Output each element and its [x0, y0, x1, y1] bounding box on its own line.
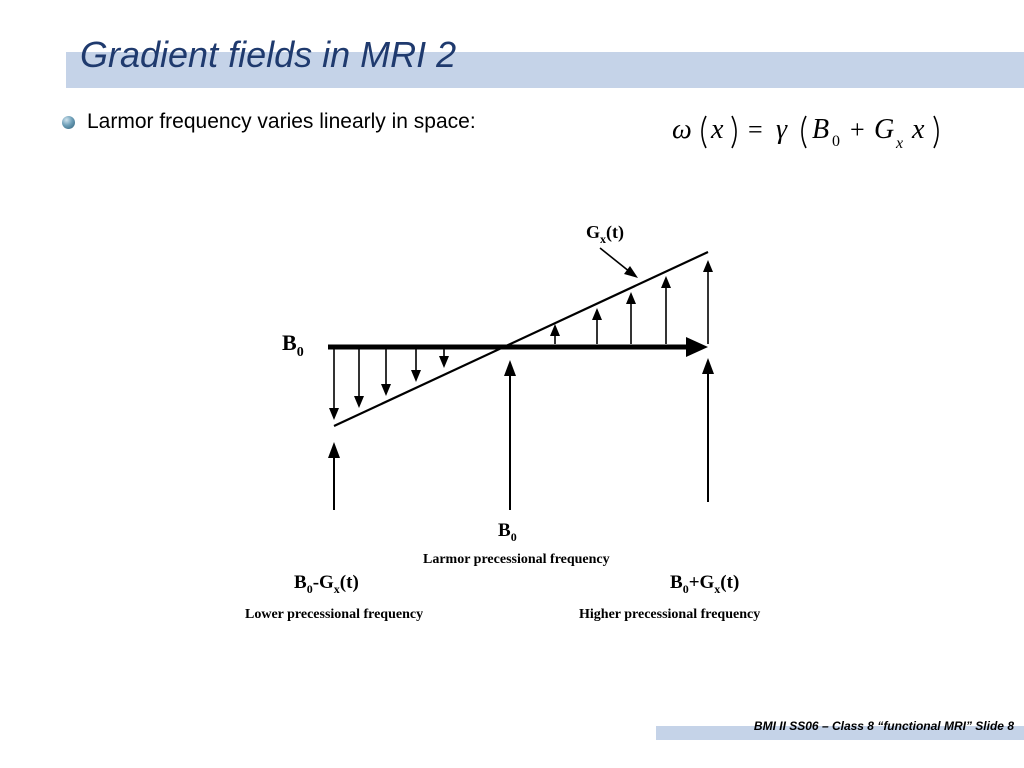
higher-label-b-sub: 0: [682, 582, 689, 596]
eq-equals: =: [748, 115, 763, 144]
eq-x1: x: [711, 114, 724, 145]
lower-label-g-sub: x: [333, 582, 340, 596]
b0-center-b: B: [498, 520, 511, 541]
up-arrowhead-2: [592, 308, 602, 320]
higher-label-mid: +G: [688, 572, 715, 593]
eq-g-sub: x: [896, 135, 904, 152]
eq-paren-open-1: [702, 116, 706, 148]
lower-label-mid: -G: [312, 572, 334, 593]
up-arrowhead-4: [661, 276, 671, 288]
down-arrowhead-2: [354, 396, 364, 408]
eq-b-sub: 0: [832, 133, 840, 150]
higher-label: [670, 572, 739, 596]
b0-left-label: [282, 330, 304, 360]
lower-label-suffix: (t): [339, 572, 359, 593]
b0-main-arrowhead: [686, 337, 708, 357]
gx-label-sub: x: [600, 232, 607, 246]
b0-left-sub: 0: [296, 345, 304, 360]
eq-x2: x: [912, 114, 925, 145]
bottom-left-arrowhead: [328, 442, 340, 458]
gx-pointer-arrowhead: [624, 266, 638, 278]
gx-label-suffix: (t): [606, 222, 624, 242]
lower-label-b: B: [294, 572, 307, 593]
gx-pointer-arrow: [600, 248, 630, 272]
eq-b: B: [812, 114, 830, 145]
eq-paren-open-2: [802, 116, 806, 148]
slide-footer: BMI II SS06 – Class 8 “functional MRI” Slide 8: [753, 719, 1014, 733]
higher-label-g-sub: x: [714, 582, 721, 596]
higher-label-suffix: (t): [720, 572, 740, 593]
higher-label-b: B: [670, 572, 683, 593]
slide-title: Gradient fields in MRI 2: [80, 34, 457, 75]
eq-plus: +: [850, 115, 865, 144]
gx-label: [586, 222, 624, 246]
up-arrowhead-3: [626, 292, 636, 304]
down-arrowhead-1: [329, 408, 339, 420]
b0-center-label: [498, 520, 517, 544]
b0-center-sub: 0: [510, 530, 517, 544]
higher-caption: Higher precessional frequency: [579, 607, 761, 622]
gradient-diagram: [230, 210, 830, 630]
lower-caption: Lower precessional frequency: [245, 607, 424, 622]
bottom-center-arrowhead: [504, 360, 516, 376]
bullet-icon: [62, 116, 75, 129]
eq-omega: ω: [672, 114, 692, 145]
eq-gamma: γ: [776, 114, 788, 145]
down-arrowhead-5: [439, 356, 449, 368]
bullet-item: [62, 110, 476, 134]
down-arrowhead-4: [411, 370, 421, 382]
down-arrowhead-3: [381, 384, 391, 396]
lower-label: [294, 572, 359, 596]
lower-label-b-sub: 0: [306, 582, 313, 596]
bullet-text: Larmor frequency varies linearly in space:: [87, 110, 476, 133]
larmor-caption: Larmor precessional frequency: [423, 552, 610, 567]
gx-label-g: G: [586, 222, 601, 242]
b0-left-b: B: [282, 330, 297, 355]
eq-paren-close-2: [934, 116, 938, 148]
eq-paren-close-1: [732, 116, 736, 148]
bottom-right-arrowhead: [702, 358, 714, 374]
larmor-equation: [668, 104, 958, 160]
gradient-line: [334, 252, 708, 426]
up-arrowhead-5: [703, 260, 713, 272]
eq-g: G: [874, 114, 895, 145]
